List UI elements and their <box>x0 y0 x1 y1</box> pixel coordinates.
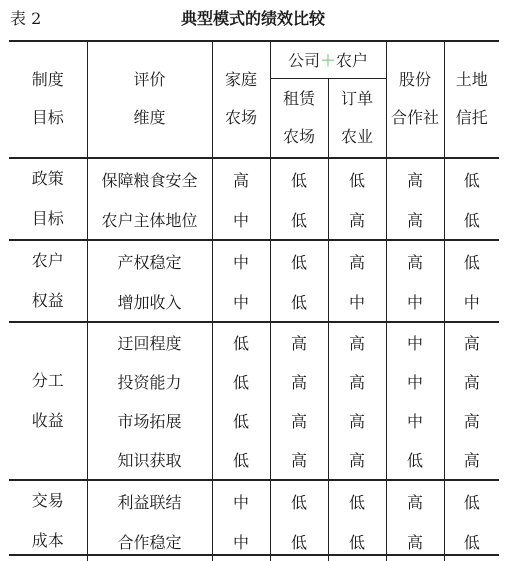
table-row <box>9 480 499 521</box>
group-label: 政策 目标 <box>9 158 87 240</box>
rating-cell: 低 <box>270 240 328 281</box>
rating-cell: 低 <box>444 199 499 240</box>
rating-cell: 低 <box>270 158 328 199</box>
rating-cell: 高 <box>328 199 386 240</box>
rating-cell: 高 <box>212 158 270 199</box>
dimension-cell: 知识获取 <box>87 440 212 480</box>
header-land-trust: 土地 信托 <box>444 40 499 158</box>
group-label: 分工 收益 <box>9 322 87 480</box>
rating-cell: 低 <box>444 240 499 281</box>
rating-cell: 高 <box>444 401 499 440</box>
rating-cell: 高 <box>270 362 328 401</box>
table-number: 表 2 <box>10 9 42 28</box>
performance-comparison-table <box>9 40 499 561</box>
rating-cell: 高 <box>386 158 444 199</box>
rating-cell: 低 <box>212 322 270 362</box>
header-lease-farm: 租赁 农场 <box>270 79 328 159</box>
dimension-cell: 增加收入 <box>87 281 212 322</box>
rating-cell: 低 <box>212 401 270 440</box>
dimension-cell: 农户主体地位 <box>87 199 212 240</box>
group-label: 交易 成本 <box>9 480 87 561</box>
dimension-cell: 迂回程度 <box>87 322 212 362</box>
rating-cell: 中 <box>386 362 444 401</box>
header-family-farm: 家庭 农场 <box>212 40 270 158</box>
rating-cell: 中 <box>212 281 270 322</box>
header-company-plus-farmer: 公司＋农户 <box>270 40 386 79</box>
header-order-agriculture: 订单 农业 <box>328 79 386 159</box>
rating-cell: 中 <box>444 281 499 322</box>
header-evaluation-dimension: 评价 维度 <box>87 40 212 158</box>
rating-cell: 低 <box>328 480 386 521</box>
rating-cell: 高 <box>270 440 328 480</box>
rating-cell: 高 <box>328 240 386 281</box>
dimension-cell: 投资能力 <box>87 362 212 401</box>
rating-cell: 中 <box>212 480 270 521</box>
rating-cell: 中 <box>386 322 444 362</box>
rating-cell: 中 <box>212 521 270 561</box>
rating-cell: 低 <box>444 480 499 521</box>
header-system-goal: 制度 目标 <box>31 69 64 127</box>
rating-cell: 低 <box>212 440 270 480</box>
table-caption <box>0 6 506 26</box>
dimension-cell: 市场拓展 <box>87 401 212 440</box>
table-row <box>9 158 499 199</box>
rating-cell: 中 <box>212 199 270 240</box>
rating-cell: 高 <box>444 440 499 480</box>
rating-cell: 高 <box>386 521 444 561</box>
rating-cell: 中 <box>328 281 386 322</box>
rating-cell: 高 <box>270 401 328 440</box>
table-body <box>9 158 499 561</box>
rating-cell: 高 <box>328 322 386 362</box>
table-row <box>9 322 499 362</box>
header-share-cooperative: 股份 合作社 <box>386 40 444 158</box>
rating-cell: 低 <box>270 199 328 240</box>
rating-cell: 低 <box>444 521 499 561</box>
rating-cell: 低 <box>270 521 328 561</box>
rating-cell: 高 <box>328 401 386 440</box>
rating-cell: 低 <box>328 521 386 561</box>
rating-cell: 中 <box>386 401 444 440</box>
rating-cell: 低 <box>328 158 386 199</box>
rating-cell: 高 <box>444 322 499 362</box>
dimension-cell: 产权稳定 <box>87 240 212 281</box>
rating-cell: 高 <box>386 240 444 281</box>
group-label: 农户 权益 <box>9 240 87 322</box>
table-title: 典型模式的绩效比较 <box>180 9 325 28</box>
rating-cell: 高 <box>328 362 386 401</box>
rating-cell: 低 <box>212 362 270 401</box>
dimension-cell: 利益联结 <box>87 480 212 521</box>
rating-cell: 中 <box>212 240 270 281</box>
plus-sign: ＋ <box>320 50 337 70</box>
rating-cell: 低 <box>444 158 499 199</box>
rating-cell: 低 <box>270 480 328 521</box>
dimension-cell: 保障粮食安全 <box>87 158 212 199</box>
rating-cell: 高 <box>386 480 444 521</box>
rating-cell: 高 <box>270 322 328 362</box>
rating-cell: 低 <box>386 440 444 480</box>
rating-cell: 高 <box>328 440 386 480</box>
rating-cell: 中 <box>386 281 444 322</box>
table-row <box>9 240 499 281</box>
rating-cell: 低 <box>270 281 328 322</box>
dimension-cell: 合作稳定 <box>87 521 212 561</box>
rating-cell: 高 <box>386 199 444 240</box>
rating-cell: 高 <box>444 362 499 401</box>
